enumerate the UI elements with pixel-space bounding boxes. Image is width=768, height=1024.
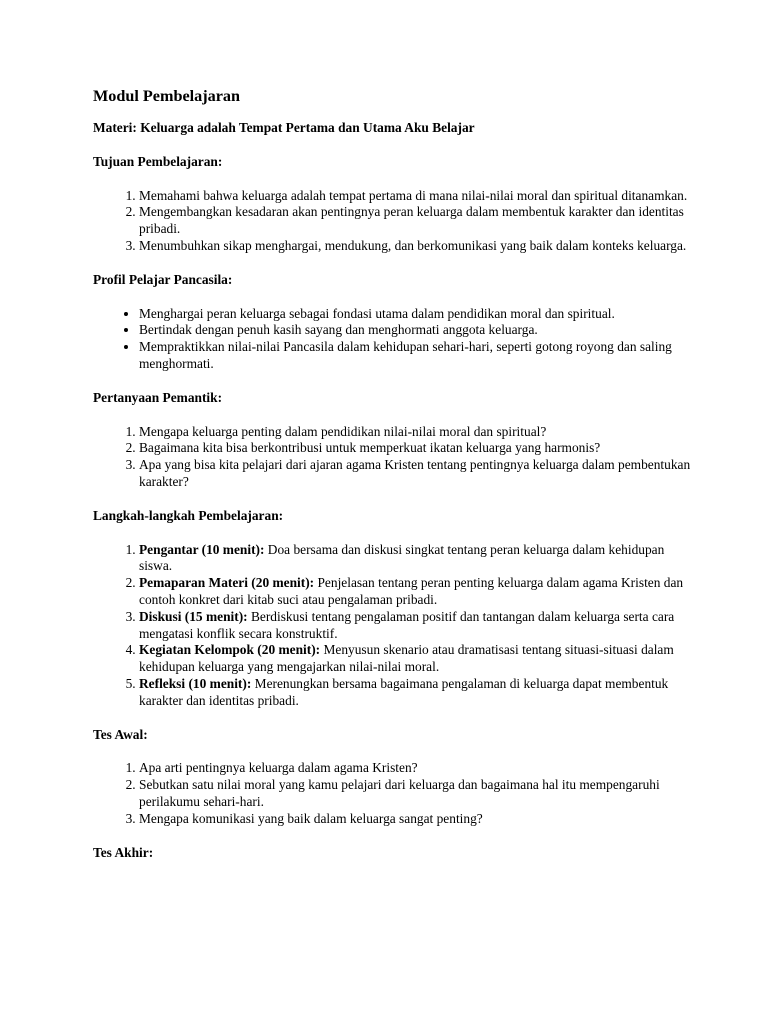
list-item (139, 642, 693, 676)
list-item: • Menghargai peran keluarga sebagai fondasi utama dalam pendidikan moral dan spiritual. (139, 306, 693, 323)
list-item: 3. Mengapa komunikasi yang baik dalam keluarga sangat penting? (139, 811, 693, 828)
step-text: Merenungkan bersama bagaimana pengalaman di keluarga dapat membentuk karakter dan identitas pribadi. (139, 675, 669, 708)
step-lead: Pengantar (10 menit): (139, 541, 265, 557)
list-item: 3. Apa yang bisa kita pelajari dari ajaran agama Kristen tentang pentingnya keluarga dalam pembentukan karakter? (139, 457, 693, 491)
list-item: 1. Apa arti pentingnya keluarga dalam agama Kristen? (139, 760, 693, 777)
list-item (139, 542, 693, 576)
list-item: 1. Memahami bahwa keluarga adalah tempat pertama di mana nilai-nilai moral dan spiritual ditanamkan. (139, 188, 693, 205)
step-text: Menyusun skenario atau dramatisasi tentang situasi-situasi dalam kehidupan keluarga yang mengajarkan nilai-nilai moral. (139, 642, 674, 675)
tujuan-list (93, 188, 693, 255)
list-item (139, 676, 693, 710)
list-item: 2. Mengembangkan kesadaran akan pentingnya peran keluarga dalam membentuk karakter dan identitas pribadi. (139, 204, 693, 238)
profil-heading: Profil Pelajar Pancasila: (93, 271, 233, 287)
list-item: • Mempraktikkan nilai-nilai Pancasila dalam kehidupan sehari-hari, seperti gotong royong dan saling menghormati. (139, 339, 693, 373)
document-title: Modul Pembelajaran (93, 87, 241, 105)
profil-list (93, 306, 693, 373)
tes-akhir-heading: Tes Akhir: (93, 844, 154, 860)
pemantik-heading: Pertanyaan Pemantik: (93, 389, 223, 405)
step-lead: Refleksi (10 menit): (139, 675, 252, 691)
step-text: Penjelasan tentang peran penting keluarga dalam agama Kristen dan contoh konkret dari kitab suci atau pengalaman pribadi. (139, 575, 684, 607)
step-lead: Kegiatan Kelompok (20 menit): (139, 642, 321, 658)
tes-awal-heading: Tes Awal: (93, 726, 148, 742)
step-lead: Pemaparan Materi (20 menit): (139, 575, 315, 591)
list-item: 1. Mengapa keluarga penting dalam pendidikan nilai-nilai moral dan spiritual? (139, 424, 693, 441)
tes-awal-list (93, 760, 693, 827)
list-item: 3. Menumbuhkan sikap menghargai, mendukung, dan berkomunikasi yang baik dalam konteks keluarga. (139, 238, 693, 255)
list-item: 2. Bagaimana kita bisa berkontribusi untuk memperkuat ikatan keluarga yang harmonis? (139, 440, 693, 457)
tujuan-heading: Tujuan Pembelajaran: (93, 153, 223, 169)
list-item (139, 575, 693, 609)
step-lead: Diskusi (15 menit): (139, 608, 248, 624)
langkah-heading: Langkah-langkah Pembelajaran: (93, 507, 284, 523)
list-item: • Bertindak dengan penuh kasih sayang dan menghormati anggota keluarga. (139, 322, 693, 339)
step-text: Doa bersama dan diskusi singkat tentang peran keluarga dalam kehidupan siswa. (139, 541, 665, 574)
pemantik-list (93, 424, 693, 491)
materi-heading: Materi: Keluarga adalah Tempat Pertama dan Utama Aku Belajar (93, 120, 475, 135)
list-item (139, 609, 693, 643)
langkah-list (93, 542, 693, 710)
step-text: Berdiskusi tentang pengalaman positif dan tantangan dalam keluarga serta cara mengatasi konflik secara konstruktif. (139, 608, 675, 641)
list-item: 2. Sebutkan satu nilai moral yang kamu pelajari dari keluarga dan bagaimana hal itu mempengaruhi perilakumu sehari-hari. (139, 777, 693, 811)
document-page (93, 86, 693, 878)
